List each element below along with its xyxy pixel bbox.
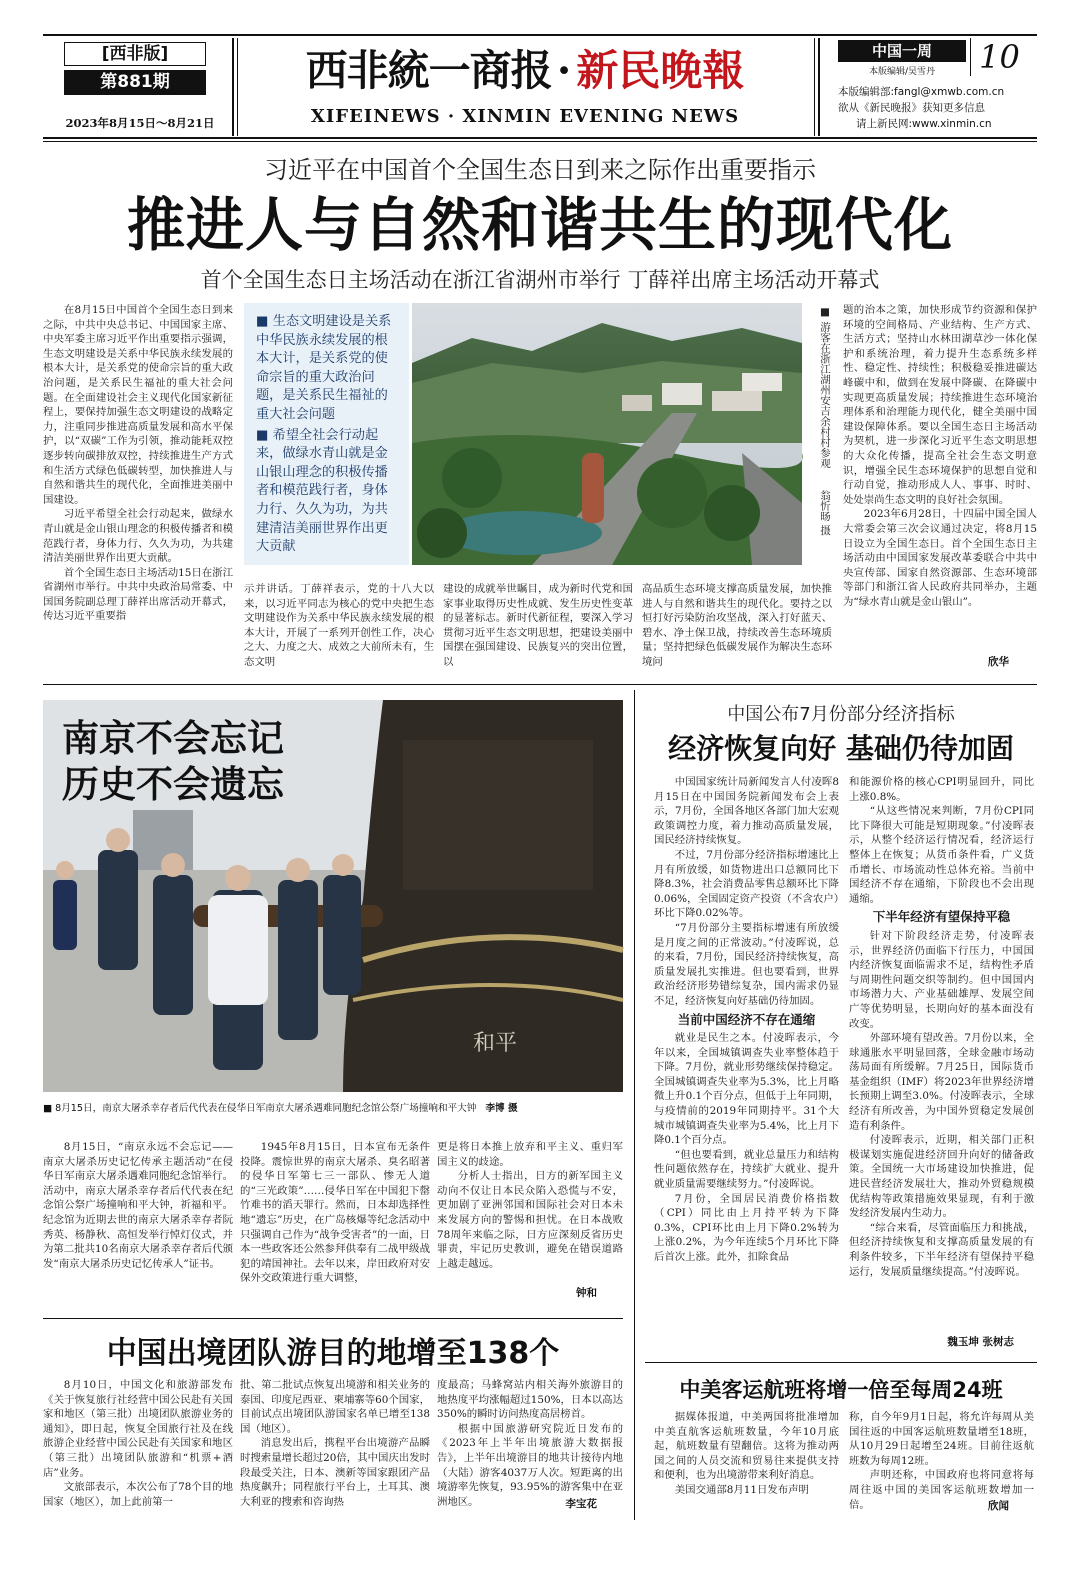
flights-col1-para1: 据媒体报道，中美两国将批准增加中美直航客运航班数量，今年10月底起，航班数量有望翻倍。这将为推动两国之间的人员交流和贸易往来提供支持和便利，也为出境游带来利好消息。 xyxy=(654,1411,839,1482)
economy-column-2 xyxy=(849,775,1034,1330)
tourism-col3-para1: 度最高；马蜂窝站内相关海外旅游目的地热度平均涨幅超过150%，日本以高达350%的瞬时访问热度高居榜首。 xyxy=(437,1379,623,1421)
flights-headline: 中美客运航班将增一倍至每周24班 xyxy=(679,1378,1003,1402)
logo-xifei: 西非統一商报 xyxy=(305,46,552,95)
economy-kicker: 中国公布7月份部分经济指标 xyxy=(727,704,955,725)
economy-col1-para6: 7月份，全国居民消费价格指数（CPI）同比由上月持平转为下降0.3%，CPI环比由上月下降0.2%转为上涨0.2%，为今年连续5个月环比下降后首次上涨。此外，扣除食品 xyxy=(654,1192,839,1263)
nanjing-photo-caption xyxy=(43,1100,623,1114)
nanjing-col2-para: 1945年8月15日，日本宣布无条件投降。震惊世界的南京大屠杀、臭名昭著的侵华日军第七三一部队、惨无人道的“三光政策”……侵华日军在中国犯下罄竹难书的滔天罪行。然而，日本却选择性地“遗忘”历史，在广岛核爆等纪念活动中只强调自己作为“战争受害者”的一面，日本一些政客还公然参拜供奉有二战甲级战犯的靖国神社。去年以来，岸田政府对安保外交政策进行重大调整， xyxy=(240,1141,430,1285)
economy-byline: 魏玉坤 张树志 xyxy=(947,1336,1014,1348)
economy-col2-para4: 外部环境有望改善。7月份以来，全球通胀水平明显回落，全球金融市场动荡局面有所缓解。7月25日，国际货币基金组织（IMF）将2023年世界经济增长预期上调至3.0%。付凌晖表示，全球经济有所改善，为中国外贸稳定发展创造有利条件。 xyxy=(849,1032,1034,1132)
nanjing-col3-para1: 更是将日本推上放弃和平主义、重归军国主义的歧途。 xyxy=(437,1141,623,1168)
bell-inscription: 和平 xyxy=(473,1031,518,1056)
economy-col1-para3: “7月份部分主要指标增速有所放缓是月度之间的正常波动。”付凌晖说，总的来看，7月份，国民经济持续恢复，高质量发展扎实推进。但也要看到，世界政治经济形势错综复杂，国内需求仍显不足，经济恢复向好基础仍待加固。 xyxy=(654,921,839,1007)
tourism-col1-para2: 文旅部表示，本次公布了78个目的地国家（地区），加上此前第一 xyxy=(43,1481,233,1508)
flights-column-1 xyxy=(654,1410,839,1514)
section-label: 中国一周 xyxy=(838,40,966,62)
nanjing-column-2 xyxy=(240,1140,430,1302)
vertical-divider xyxy=(634,690,635,1520)
editor-credit: 本版编辑/吴雪丹 xyxy=(868,67,936,77)
lead-headline: 推进人与自然和谐共生的现代化 xyxy=(126,191,953,259)
economy-col2-para3: 针对下阶段经济走势，付凌晖表示，世界经济仍面临下行压力，中国国内经济恢复面临需求不足，结构性矛盾与周期性问题交织等制约。但中国国内市场潜力大、产业基础雄厚、发展空间广等优势明显，长期向好的基本面没有改变。 xyxy=(849,929,1034,1030)
lead-column-3: 建设的成就举世瞩目，成为新时代党和国家事业取得历史性成就、发生历史性变革的显著标志。新时代新征程，要深入学习贯彻习近平生态文明思想，把建设美丽中国摆在强国建设、民族复兴的突出位置，以 xyxy=(443,583,633,668)
tourism-headline: 中国出境团队游目的地增至138个 xyxy=(106,1336,560,1371)
lead-column-1 xyxy=(43,303,233,670)
tourism-col1-para1: 8月10日，中国文化和旅游部发布《关于恢复旅行社经营中国公民赴有关国家和地区（第三批）出境团队旅游业务的通知》，即日起，恢复全国旅行社及在线旅游企业经营中国公民赴有关国家和地区（第三批）出境团队旅游和“机票+酒店”业务。 xyxy=(43,1379,233,1479)
lead-photo-credit: 翁忻旸 摄 xyxy=(819,489,831,536)
lead-photo-caption xyxy=(808,306,832,564)
editor-email: 本版编辑部:fangl@xmwb.com.cn xyxy=(838,86,1005,98)
lead-quote-2: ■ 希望全社会行动起来，做绿水青山就是金山银山理念的积极传播者和模范践行者，身体力行、久久为功，为共建清洁美丽世界作出更大贡献 xyxy=(256,427,388,555)
newspaper-logo xyxy=(250,38,800,104)
lead-col1-para1: 在8月15日中国首个全国生态日到来之际，中共中央总书记、中国国家主席、中央军委主席习近平作出重要指示强调，生态文明建设是关系中华民族永续发展的根本大计，是关系党的使命宗旨的重大政治问题，是关系民生福祉的重大社会问题。在全面建设社会主义现代化国家新征程上，要保持加强生态文明建设的战略定力，注重同步推进高质量发展和高水平保护，以“双碳”工作为引领，推动能耗双控逐步转向碳排放双控，持续推进生产方式和生活方式绿色低碳转型，加快推进人与自然和谐共生的现代化，全面推进美丽中国建设。 xyxy=(43,304,233,506)
masthead-bottom-rule xyxy=(43,137,1037,139)
tourism-column-1 xyxy=(43,1378,233,1512)
nanjing-column-1 xyxy=(43,1140,233,1302)
section-divider-1 xyxy=(43,684,1037,685)
economy-col1-para5: “但也要看到，就业总量压力和结构性问题依然存在，持续扩大就业、提升就业质量需要继续努力。”付凌晖说。 xyxy=(654,1148,839,1191)
lead-photo-caption-text: ■ 游客在浙江湖州安吉余村村参观 xyxy=(819,306,831,469)
section-divider-3 xyxy=(645,1362,1037,1363)
nanjing-col1-para: 8月15日，“南京永远不会忘记——南京大屠杀历史记忆传承主题活动”在侵华日军南京大屠杀遇难同胞纪念馆举行。活动中，南京大屠杀幸存者后代代表在纪念馆公祭广场撞响和平大钟，祈福和平。纪念馆为近期去世的南京大屠杀幸存者阮秀英、杨静秋、高恒发举行悼灯仪式，并为第二批共10名南京大屠杀幸存者后代颁发“南京大屠杀历史记忆传承人”证书。 xyxy=(43,1141,233,1270)
flights-byline: 欣闻 xyxy=(988,1500,1009,1512)
economy-column-1 xyxy=(654,775,839,1350)
lead-subhead: 首个全国生态日主场活动在浙江省湖州市举行 丁薛祥出席主场活动开幕式 xyxy=(200,268,880,292)
lead-byline: 欣华 xyxy=(988,656,1009,668)
issue-date: 2023年8月15日～8月21日 xyxy=(65,116,215,130)
lead-column-2: 示并讲话。丁薛祥表示，党的十八大以来，以习近平同志为核心的党中央把生态文明建设作为关系中华民族永续发展的根本大计，开展了一系列开创性工作，决心之大、力度之大、成效之大前所未有，生态文明 xyxy=(244,583,434,668)
economy-col1-para1: 中国国家统计局新闻发言人付凌晖8月15日在中国国务院新闻发布会上表示，7月份，全国各地区各部门加大宏观政策调控力度，着力推动高质量发展，国民经济持续恢复。 xyxy=(654,776,839,847)
logo-dot: · xyxy=(556,46,572,95)
lead-column-4: 高品质生态环境支撑高质量发展，加快推进人与自然和谐共生的现代化。要持之以恒打好污染防治攻坚战，深入打好蓝天、碧水、净土保卫战，持续改善生态环境质量；坚持把绿色低碳发展作为解决生态环境问 xyxy=(642,583,832,668)
page-number: 10 xyxy=(970,38,1028,76)
economy-subhead-deflation: 当前中国经济不存在通缩 xyxy=(677,1011,816,1027)
nanjing-col3-para2: 分析人士指出，日方的新军国主义动向不仅让日本民众陷入恐慌与不安，更加剧了亚洲邻国和国际社会对日本未来发展方向的警惕和担忧。在日本战败78周年来临之际，日方应深刻反省历史罪责，牢记历史教训，避免在错误道路上越走越远。 xyxy=(437,1170,623,1270)
edition-label: [西非版] xyxy=(64,42,206,66)
flights-col1-para2: 美国交通部8月11日发布声明 xyxy=(674,1483,809,1496)
nanjing-headline-line2: 历史不会遗忘 xyxy=(62,763,284,806)
tourism-byline: 李宝花 xyxy=(565,1498,597,1510)
logo-xinmin: 新民晚報 xyxy=(576,46,745,95)
economy-col1-para4: 就业是民生之本。付凌晖表示，今年以来，全国城镇调查失业率整体趋于下降。7月份，就业形势继续保持稳定。全国城镇调查失业率为5.3%，比上月略微上升0.1个百分点，但低于上年同期，与疫情前的2019年同期持平。31个大城市城镇调查失业率为5.4%，比上月下降0.1个百分点。 xyxy=(654,1032,839,1147)
lead-col1-para2: 习近平希望全社会行动起来，做绿水青山就是金山银山理念的积极传播者和模范践行者，身体力行、久久为功，为共建清洁美丽世界作出更大贡献。 xyxy=(43,508,233,565)
tourism-col2-para2: 消息发出后，携程平台出境游产品瞬时搜索量增长超过20倍，其中国庆出发时段最受关注，日本、澳新等国家跟团产品热度飙升；同程旅行平台上，土耳其、澳大利亚的搜索和咨询热 xyxy=(240,1437,430,1508)
promo-line-1: 欲从《新民晚报》获知更多信息 xyxy=(838,102,985,114)
section-divider-2 xyxy=(43,1318,623,1319)
tourism-column-2 xyxy=(240,1378,430,1512)
economy-col2-para1: 和能源价格的核心CPI明显回升，同比上涨0.8%。 xyxy=(849,776,1034,803)
economy-headline: 经济恢复向好 基础仍待加固 xyxy=(668,732,1014,765)
tourism-col2-para1: 批、第二批试点恢复出境游和相关业务的泰国、印度尼西亚、柬埔寨等60个国家，目前试点出境团队游国家名单已增至138国（地区）。 xyxy=(240,1379,430,1435)
top-rule xyxy=(43,34,1037,36)
economy-subhead-second-half: 下半年经济有望保持平稳 xyxy=(872,909,1011,925)
economy-col2-para6: “综合来看，尽管面临压力和挑战，但经济持续恢复和支撑高质量发展的有利条件较多，下半年经济有望保持平稳运行，发展质量继续提高。”付凌晖说。 xyxy=(849,1221,1034,1278)
lead-col5-para2: 2023年6月28日，十四届中国全国人大常委会第三次会议通过决定，将8月15日设立为全国生态日。首个全国生态日主场活动由中国国家发展改革委联合中共中央宣传部、国家自然资源部、生态环境部等部门和浙江省人民政府共同举办，主题为“绿水青山就是金山银山”。 xyxy=(843,508,1037,608)
lead-quote-box xyxy=(244,303,409,565)
nanjing-photo-credit: 李博 摄 xyxy=(485,1103,518,1114)
economy-col2-para2: “从这些情况来判断，7月份CPI同比下降很大可能是短期现象。”付凌晖表示，从整个经济运行情况看，经济运行整体上在恢复；从货币条件看，广义货币增长、市场流动性总体充裕。当前中国经济不存在通缩，下阶段也不会出现通缩。 xyxy=(849,805,1034,905)
lead-col1-para3: 首个全国生态日主场活动15日在浙江省湖州市举行。中共中央政治局常委、中国国务院副总理丁薛祥出席活动开幕式，传达习近平重要指 xyxy=(43,566,233,623)
nanjing-column-3 xyxy=(437,1140,623,1282)
lead-quote-1: ■ 生态文明建设是关系中华民族永续发展的根本大计，是关系党的使命宗旨的重大政治问题，是关系民生福祉的重大社会问题 xyxy=(256,314,392,422)
issue-number: 第881期 xyxy=(64,70,206,95)
nanjing-headline xyxy=(62,716,342,808)
logo-english: XIFEINEWS · XINMIN EVENING NEWS xyxy=(310,106,740,127)
economy-col1-para2: 不过，7月份部分经济指标增速比上月有所放缓，如货物进出口总额同比下降8.3%，社会消费品零售总额环比下降0.06%，全国固定资产投资（不含农户）环比下降0.02%等。 xyxy=(654,848,839,920)
nanjing-headline-line1: 南京不会忘记 xyxy=(62,717,284,760)
lead-kicker: 习近平在中国首个全国生态日到来之际作出重要指示 xyxy=(264,156,816,184)
masthead-divider-right xyxy=(814,38,815,136)
lead-col5-para1: 题的治本之策，加快形成节约资源和保护环境的空间格局、产业结构、生产方式、生活方式；坚持山水林田湖草沙一体化保护和系统治理，着力提升生态系统多样性、稳定性、持续性；积极稳妥推进碳达峰碳中和，做到在发展中降碳、在降碳中实现更高质量发展；持续推进生态环境治理体系和治理能力现代化，健全美丽中国建设保障体系。要以全国生态日主场活动为契机，进一步深化习近平生态文明思想的大众化传播，提高全社会生态文明意识，增强全民生态环境保护的思想自觉和行动自觉，推动形成人人、事事、时时、处处崇尚生态文明的良好社会氛围。 xyxy=(843,304,1037,506)
tourism-col3-para2: 根据中国旅游研究院近日发布的《2023年上半年出境旅游大数据报告》，上半年出境游目的地共计接待内地（大陆）游客4037万人次。短距离的出境游率先恢复，93.95%的游客集中在亚洲地区。 xyxy=(437,1422,623,1508)
nanjing-byline: 钟和 xyxy=(576,1287,597,1299)
masthead-divider-left xyxy=(232,38,234,136)
flights-col2-para1: 称，自今年9月1日起，将允许每周从美国往返的中国客运航班数量增至18班，从10月29日起增至24班。目前往返航班数为每周12班。 xyxy=(849,1411,1034,1467)
promo-line-2: 请上新民网:www.xinmin.cn xyxy=(856,118,992,130)
lead-column-5 xyxy=(843,303,1037,653)
nanjing-photo-caption-text: ■ 8月15日，南京大屠杀幸存者后代代表在侵华日军南京大屠杀遇难同胞纪念馆公祭广场撞响和平大钟 xyxy=(43,1103,477,1114)
economy-col2-para5: 付凌晖表示，近期，相关部门正积极谋划实施促进经济回升向好的储备政策。全国统一大市场建设加快推进，促进民营经济发展壮大，推动外贸稳规模优结构等政策措施效果显现，有利于激发经济发展内生动力。 xyxy=(849,1134,1034,1220)
flights-col2-para2: 声明还称，中国政府也将同意将每周往返中国的美国客运航班数增加一倍。 xyxy=(849,1469,1034,1511)
lead-photo-anji-village xyxy=(412,303,802,565)
